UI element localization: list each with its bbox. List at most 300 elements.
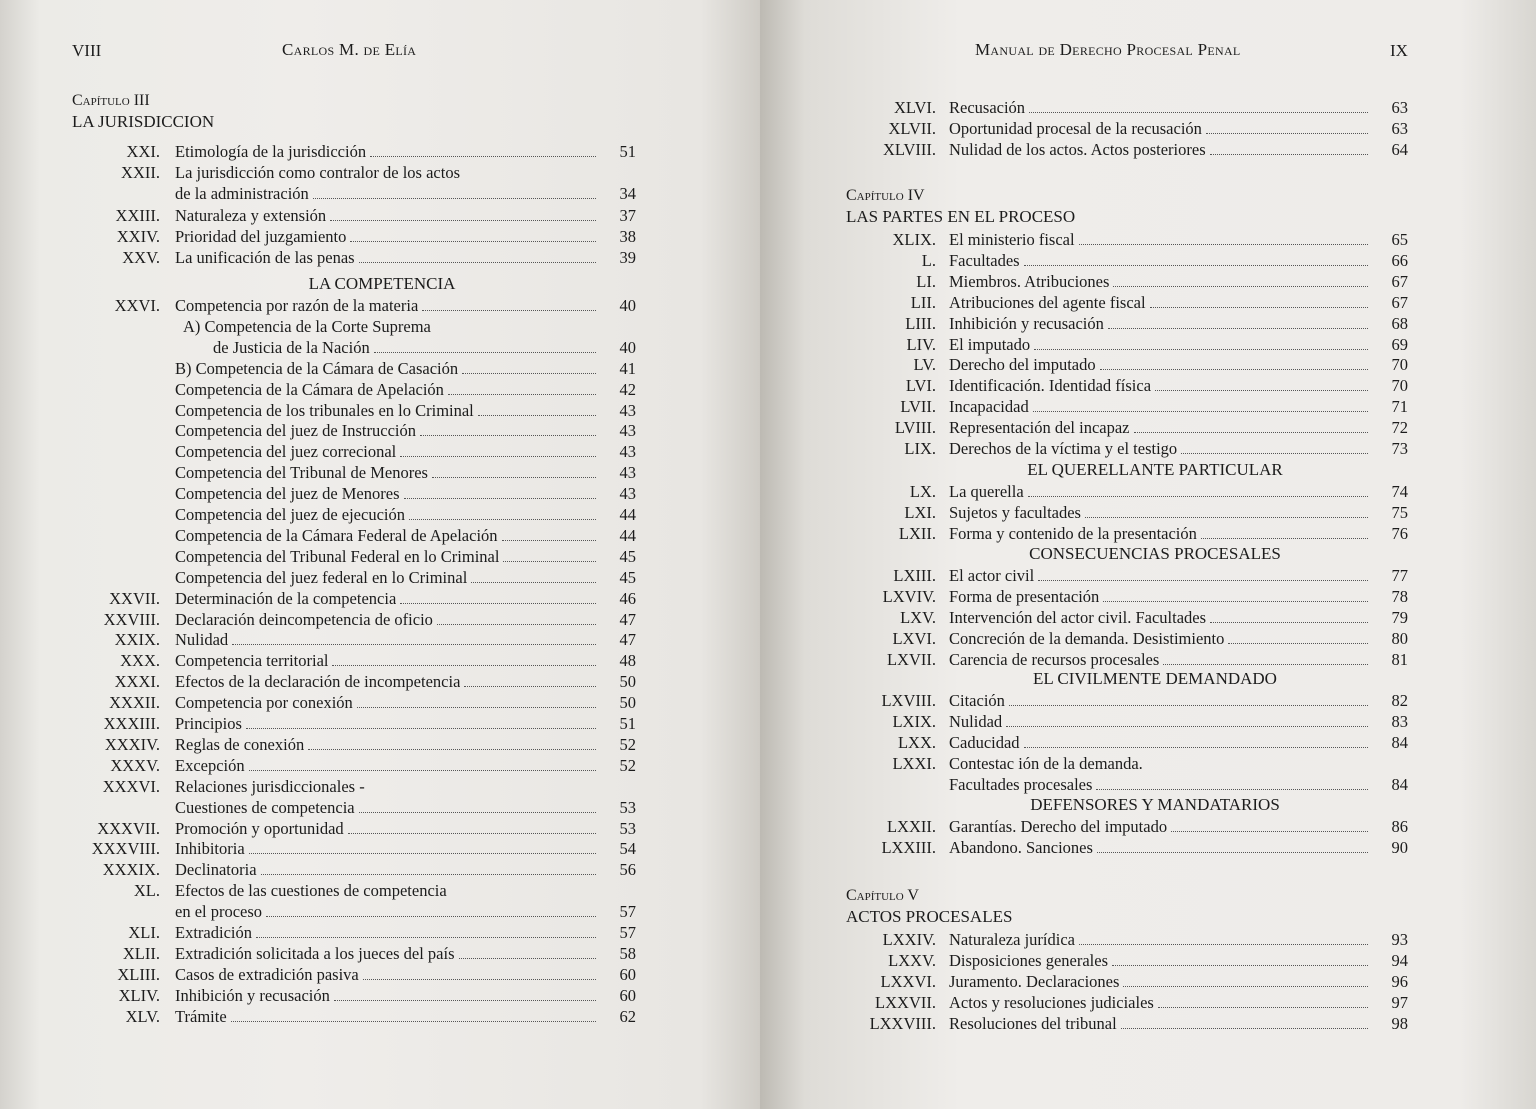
entry-page: 34 — [619, 184, 636, 204]
toc-entry — [0, 797, 760, 818]
dot-leader — [1033, 396, 1368, 412]
entry-title: Facultades — [949, 250, 1020, 270]
entry-page: 94 — [1391, 950, 1408, 970]
entry-title: Incapacidad — [949, 397, 1029, 417]
toc-entry — [760, 816, 1536, 837]
entry-number: LVII. — [900, 397, 936, 417]
entry-page: 84 — [1391, 732, 1408, 752]
entry-number: LXXVI. — [880, 971, 936, 991]
entry-title: Atribuciones del agente fiscal — [949, 292, 1146, 312]
dot-leader — [400, 441, 596, 457]
toc-entry — [0, 588, 760, 609]
dot-leader — [1123, 971, 1368, 987]
entry-title: Efectos de las cuestiones de competencia — [175, 881, 447, 901]
toc-entry — [0, 504, 760, 525]
entry-page: 64 — [1391, 140, 1408, 159]
entry-title: Contestac ión de la demanda. — [949, 753, 1143, 773]
entry-number: LXXIII. — [881, 837, 936, 857]
entry-number: XLII. — [122, 943, 160, 963]
entry-title: Naturaleza y extensión — [175, 205, 327, 225]
dot-leader — [1228, 628, 1368, 644]
dot-leader — [464, 671, 596, 687]
dot-leader — [459, 943, 596, 959]
dot-leader — [409, 504, 596, 520]
toc-entry — [760, 711, 1536, 732]
toc-entry — [0, 295, 760, 316]
entry-number: XLV. — [125, 1006, 160, 1026]
entry-page: 38 — [619, 226, 636, 246]
entry-number: XXX. — [120, 651, 160, 671]
entry-number: LIX. — [904, 439, 936, 458]
entry-page: 46 — [619, 588, 636, 608]
entry-page: 50 — [619, 693, 636, 713]
toc-entry — [760, 139, 1536, 160]
entry-number: XXXVI. — [102, 776, 160, 796]
dot-leader — [1009, 690, 1368, 706]
toc-entry — [0, 838, 760, 859]
entry-number: XXXIX. — [102, 860, 160, 880]
section-heading: LA COMPETENCIA — [308, 274, 456, 293]
dot-leader — [1155, 375, 1368, 391]
entry-number: LXI. — [904, 503, 936, 522]
entry-title: Oportunidad procesal de la recusación — [949, 119, 1202, 138]
entry-title: B) Competencia de la Cámara de Casación — [175, 358, 459, 378]
toc-entry — [760, 837, 1536, 858]
toc-entry — [0, 609, 760, 630]
dot-leader — [370, 141, 596, 157]
entry-page: 80 — [1391, 628, 1408, 648]
entry-page: 54 — [619, 839, 636, 859]
entry-number: XXI. — [126, 142, 160, 161]
chapter-title: LAS PARTES EN EL PROCESO — [846, 207, 1076, 226]
entry-title: Representación del incapaz — [949, 418, 1130, 438]
entry-number: XXXVII. — [97, 818, 160, 838]
toc-entry — [0, 420, 760, 441]
entry-number: LXVIII. — [881, 691, 936, 710]
dot-leader — [1024, 732, 1368, 748]
toc-entry — [0, 358, 760, 379]
entry-page: 84 — [1391, 774, 1408, 794]
entry-page: 41 — [619, 358, 636, 378]
entry-page: 50 — [619, 672, 636, 692]
entry-number: XXVIII. — [103, 609, 160, 629]
dot-leader — [332, 650, 596, 666]
entry-title: Citación — [949, 691, 1005, 710]
entry-page: 98 — [1391, 1013, 1408, 1033]
dot-leader — [1150, 292, 1368, 308]
toc-entry — [0, 964, 760, 985]
page-number: IX — [1390, 41, 1408, 60]
entry-title: Disposiciones generales — [949, 950, 1108, 970]
entry-page: 66 — [1391, 250, 1408, 270]
toc-entry — [760, 690, 1536, 711]
toc-entry — [0, 776, 760, 797]
entry-title: Promoción y oportunidad — [175, 818, 344, 838]
entry-title: Competencia del juez federal en lo Criminal — [175, 567, 468, 587]
entry-number: XXIX. — [114, 630, 160, 650]
entry-title: Trámite — [175, 1006, 227, 1026]
dot-leader — [1103, 586, 1368, 602]
entry-page: 90 — [1391, 837, 1408, 857]
dot-leader — [357, 692, 596, 708]
entry-title: Prioridad del juzgamiento — [175, 226, 347, 246]
toc-entry — [760, 502, 1536, 523]
entry-number: LIV. — [906, 334, 936, 354]
entry-title: Actos y resoluciones judiciales — [949, 992, 1154, 1012]
entry-number: XL. — [133, 881, 160, 901]
entry-number: XXXIV. — [104, 734, 160, 754]
entry-page: 56 — [619, 860, 636, 880]
toc-entry — [760, 438, 1536, 459]
entry-page: 60 — [619, 985, 636, 1005]
dot-leader — [1163, 649, 1368, 665]
entry-page: 43 — [619, 463, 636, 483]
toc-entry — [760, 334, 1536, 355]
toc-entry — [760, 313, 1536, 334]
entry-page: 65 — [1391, 230, 1408, 249]
entry-page: 44 — [619, 505, 636, 524]
entry-page: 70 — [1391, 355, 1408, 375]
entry-page: 75 — [1391, 503, 1408, 522]
dot-leader — [1108, 313, 1368, 329]
entry-title: Inhibitoria — [175, 839, 245, 859]
toc-entry — [760, 950, 1536, 971]
dot-leader — [400, 588, 596, 604]
entry-title: Carencia de recursos procesales — [949, 649, 1160, 669]
toc-entry — [0, 400, 760, 421]
dot-leader — [256, 922, 596, 938]
dot-leader — [1134, 417, 1368, 433]
entry-title: Competencia territorial — [175, 651, 329, 671]
entry-title: Forma y contenido de la presentación — [949, 524, 1197, 543]
toc-entry — [0, 546, 760, 567]
entry-page: 44 — [619, 525, 636, 545]
dot-leader — [308, 734, 596, 750]
dot-leader — [1121, 1013, 1368, 1029]
dot-leader — [334, 985, 596, 1001]
entry-number: LVI. — [905, 376, 936, 396]
entry-page: 62 — [619, 1006, 636, 1026]
dot-leader — [231, 1006, 596, 1022]
dot-leader — [1079, 929, 1368, 945]
toc-entry — [760, 753, 1536, 774]
dot-leader — [422, 295, 596, 311]
chapter-label: Capítulo IV — [846, 187, 925, 204]
entry-title: Competencia por conexión — [175, 693, 353, 713]
dot-leader — [404, 483, 596, 499]
entry-title: Reglas de conexión — [175, 734, 305, 754]
entry-title: Nulidad de los actos. Actos posteriores — [949, 140, 1206, 159]
entry-number: LI. — [916, 271, 936, 291]
toc-entry — [0, 247, 760, 268]
entry-title: Miembros. Atribuciones — [949, 271, 1110, 291]
toc-entry — [0, 692, 760, 713]
entry-title: Facultades procesales — [949, 774, 1093, 794]
toc-entry — [0, 441, 760, 462]
entry-page: 39 — [619, 248, 636, 267]
entry-page: 43 — [619, 442, 636, 462]
entry-page: 43 — [619, 484, 636, 504]
dot-leader — [359, 797, 596, 813]
entry-title: Nulidad — [175, 630, 229, 650]
toc-entry — [760, 649, 1536, 670]
toc-entry — [0, 671, 760, 692]
dot-leader — [330, 205, 596, 221]
entry-title: A) Competencia de la Corte Suprema — [183, 316, 431, 336]
entry-number: LXXV. — [888, 950, 936, 970]
entry-page: 77 — [1391, 566, 1408, 585]
toc-entry — [0, 205, 760, 226]
entry-number: XXXI. — [114, 672, 160, 692]
entry-page: 40 — [619, 296, 636, 315]
entry-number: LXVII. — [886, 649, 936, 669]
entry-title: Naturaleza jurídica — [949, 930, 1075, 949]
toc-entry — [760, 1013, 1536, 1034]
toc-entry — [0, 162, 760, 183]
entry-page: 63 — [1391, 119, 1408, 138]
entry-title: Competencia del juez de Instrucción — [175, 421, 416, 441]
entry-page: 86 — [1391, 817, 1408, 836]
dot-leader — [462, 358, 596, 374]
section-heading: EL CIVILMENTE DEMANDADO — [1033, 669, 1277, 688]
entry-page: 51 — [619, 142, 636, 161]
entry-title: en el proceso — [175, 902, 263, 922]
entry-number: LXXVIII. — [869, 1013, 936, 1033]
entry-number: XLIX. — [892, 230, 936, 249]
entry-page: 57 — [619, 923, 636, 942]
dot-leader — [266, 901, 596, 917]
toc-entry — [0, 316, 760, 337]
toc-entry — [0, 734, 760, 755]
dot-leader — [261, 859, 596, 875]
entry-page: 83 — [1391, 711, 1408, 731]
entry-number: LVIII. — [894, 418, 936, 438]
toc-entry — [760, 523, 1536, 544]
entry-page: 69 — [1391, 334, 1408, 354]
entry-title: Inhibición y recusación — [949, 313, 1104, 333]
entry-title: Derecho del imputado — [949, 355, 1096, 375]
entry-page: 60 — [619, 964, 636, 984]
toc-entry — [760, 375, 1536, 396]
toc-entry — [760, 481, 1536, 502]
toc-entry — [760, 586, 1536, 607]
toc-entry — [0, 922, 760, 943]
entry-page: 42 — [619, 379, 636, 399]
entry-title: La querella — [949, 482, 1024, 501]
entry-page: 45 — [619, 567, 636, 587]
dot-leader — [350, 226, 596, 242]
dot-leader — [432, 462, 596, 478]
dot-leader — [1024, 250, 1368, 266]
entry-page: 52 — [619, 755, 636, 775]
toc-entry — [0, 462, 760, 483]
entry-title: Competencia del Tribunal de Menores — [175, 463, 428, 483]
entry-number: LV. — [913, 355, 936, 375]
toc-entry — [0, 901, 760, 922]
entry-number: LXVI. — [892, 628, 936, 648]
entry-page: 57 — [619, 902, 636, 922]
entry-page: 58 — [619, 943, 636, 963]
dot-leader — [1097, 837, 1368, 853]
entry-number: LXXI. — [892, 753, 936, 773]
toc-entry — [760, 354, 1536, 375]
entry-title: Juramento. Declaraciones — [949, 971, 1120, 991]
toc-entry — [760, 929, 1536, 950]
entry-title: Extradición — [175, 923, 252, 942]
toc-entry — [760, 417, 1536, 438]
toc-entry — [0, 567, 760, 588]
entry-title: Excepción — [175, 755, 245, 775]
entry-number: XLIV. — [118, 985, 160, 1005]
entry-page: 73 — [1391, 439, 1408, 458]
entry-title: Relaciones jurisdiccionales - — [175, 776, 365, 796]
entry-title: Competencia del juez de Menores — [175, 484, 400, 504]
entry-title: Declinatoria — [175, 860, 257, 880]
toc-entry — [760, 118, 1536, 139]
dot-leader — [1038, 565, 1368, 581]
entry-title: Forma de presentación — [949, 586, 1100, 606]
entry-number: LXV. — [900, 607, 936, 627]
toc-entry — [0, 818, 760, 839]
toc-entry — [760, 971, 1536, 992]
entry-number: LXXIV. — [882, 930, 936, 949]
entry-page: 93 — [1391, 930, 1408, 949]
entry-page: 97 — [1391, 992, 1408, 1012]
entry-page: 70 — [1391, 376, 1408, 396]
chapter-title: LA JURISDICCION — [72, 112, 215, 131]
entry-page: 43 — [619, 400, 636, 420]
dot-leader — [313, 183, 596, 199]
entry-title: de Justicia de la Nación — [213, 337, 370, 357]
dot-leader — [1079, 229, 1368, 245]
entry-page: 63 — [1391, 98, 1408, 117]
entry-page: 43 — [619, 421, 636, 441]
dot-leader — [1206, 118, 1368, 134]
toc-entry — [0, 650, 760, 671]
entry-page: 71 — [1391, 397, 1408, 417]
dot-leader — [471, 567, 596, 583]
entry-page: 79 — [1391, 607, 1408, 627]
chapter-title: ACTOS PROCESALES — [846, 907, 1013, 926]
entry-number: XLVI. — [893, 98, 936, 117]
dot-leader — [1028, 481, 1368, 497]
entry-title: Garantías. Derecho del imputado — [949, 817, 1168, 836]
entry-title: El imputado — [949, 334, 1031, 354]
entry-title: Concreción de la demanda. Desistimiento — [949, 628, 1225, 648]
page-number: VIII — [72, 41, 102, 60]
entry-number: XXIII. — [115, 205, 160, 225]
entry-number: XXXII. — [109, 693, 160, 713]
entry-number: LXII. — [898, 524, 936, 543]
entry-page: 53 — [619, 797, 636, 817]
toc-entry — [760, 271, 1536, 292]
dot-leader — [503, 546, 596, 562]
toc-entry — [760, 250, 1536, 271]
entry-title: Competencia del Tribunal Federal en lo Criminal — [175, 546, 500, 566]
toc-entry — [0, 629, 760, 650]
entry-title: Inhibición y recusación — [175, 985, 330, 1005]
toc-entry — [0, 985, 760, 1006]
entry-number: XLVIII. — [882, 140, 936, 159]
entry-page: 45 — [619, 546, 636, 566]
toc-entry — [760, 774, 1536, 795]
entry-title: Cuestiones de competencia — [175, 797, 355, 817]
entry-title: Caducidad — [949, 732, 1020, 752]
running-head: Manual de Derecho Procesal Penal — [975, 40, 1241, 59]
entry-title: Nulidad — [949, 711, 1003, 731]
entry-title: Competencia de la Cámara Federal de Apelación — [175, 525, 498, 545]
running-head: Carlos M. de Elía — [282, 40, 417, 59]
entry-title: El ministerio fiscal — [949, 230, 1075, 249]
entry-title: Derechos de la víctima y el testigo — [949, 439, 1178, 458]
entry-page: 48 — [619, 651, 636, 671]
entry-page: 52 — [619, 734, 636, 754]
entry-title: Extradición solicitada a los jueces del país — [175, 943, 455, 963]
right-page — [760, 0, 1536, 1109]
entry-title: Competencia por razón de la materia — [175, 296, 419, 315]
entry-title: Etimología de la jurisdicción — [175, 142, 367, 161]
entry-page: 40 — [619, 337, 636, 357]
entry-title: Efectos de la declaración de incompetencia — [175, 672, 461, 692]
entry-title: de la administración — [175, 184, 309, 204]
entry-title: El actor civil — [949, 566, 1035, 585]
toc-entry — [760, 229, 1536, 250]
toc-entry — [0, 183, 760, 204]
entry-title: Determinación de la competencia — [175, 588, 397, 608]
entry-title: Competencia de la Cámara de Apelación — [175, 379, 444, 399]
entry-number: XLIII. — [117, 964, 160, 984]
section-heading: EL QUERELLANTE PARTICULAR — [1027, 460, 1283, 479]
entry-number: LII. — [910, 292, 936, 312]
dot-leader — [448, 379, 596, 395]
dot-leader — [1181, 438, 1368, 454]
entry-number: LX. — [909, 482, 936, 501]
toc-entry — [0, 943, 760, 964]
toc-entry — [760, 396, 1536, 417]
entry-title: Sujetos y facultades — [949, 503, 1081, 522]
chapter-label: Capítulo III — [72, 92, 150, 109]
toc-entry — [0, 713, 760, 734]
entry-number: LXXII. — [886, 817, 936, 836]
toc-entry — [0, 755, 760, 776]
entry-page: 82 — [1391, 691, 1408, 710]
dot-leader — [1029, 97, 1368, 113]
section-heading: CONSECUENCIAS PROCESALES — [1029, 544, 1281, 563]
entry-number: XXVI. — [114, 296, 160, 315]
entry-page: 74 — [1391, 482, 1408, 501]
toc-entry — [0, 1006, 760, 1027]
dot-leader — [1113, 271, 1368, 287]
entry-title: Declaración deincompetencia de oficio — [175, 609, 433, 629]
toc-entry — [760, 607, 1536, 628]
dot-leader — [1210, 139, 1368, 155]
toc-entry — [760, 732, 1536, 753]
entry-page: 68 — [1391, 313, 1408, 333]
dot-leader — [437, 609, 596, 625]
dot-leader — [1210, 607, 1368, 623]
dot-leader — [1034, 334, 1368, 350]
entry-page: 51 — [619, 714, 636, 733]
entry-title: Identificación. Identidad física — [949, 376, 1152, 396]
entry-title: Competencia de los tribunales en lo Criminal — [175, 400, 474, 420]
dot-leader — [1171, 816, 1368, 832]
dot-leader — [232, 629, 596, 645]
entry-number: XXV. — [122, 248, 160, 267]
dot-leader — [1201, 523, 1368, 539]
entry-title: Resoluciones del tribunal — [949, 1013, 1117, 1033]
chapter-label: Capítulo V — [846, 887, 919, 904]
dot-leader — [1096, 774, 1368, 790]
